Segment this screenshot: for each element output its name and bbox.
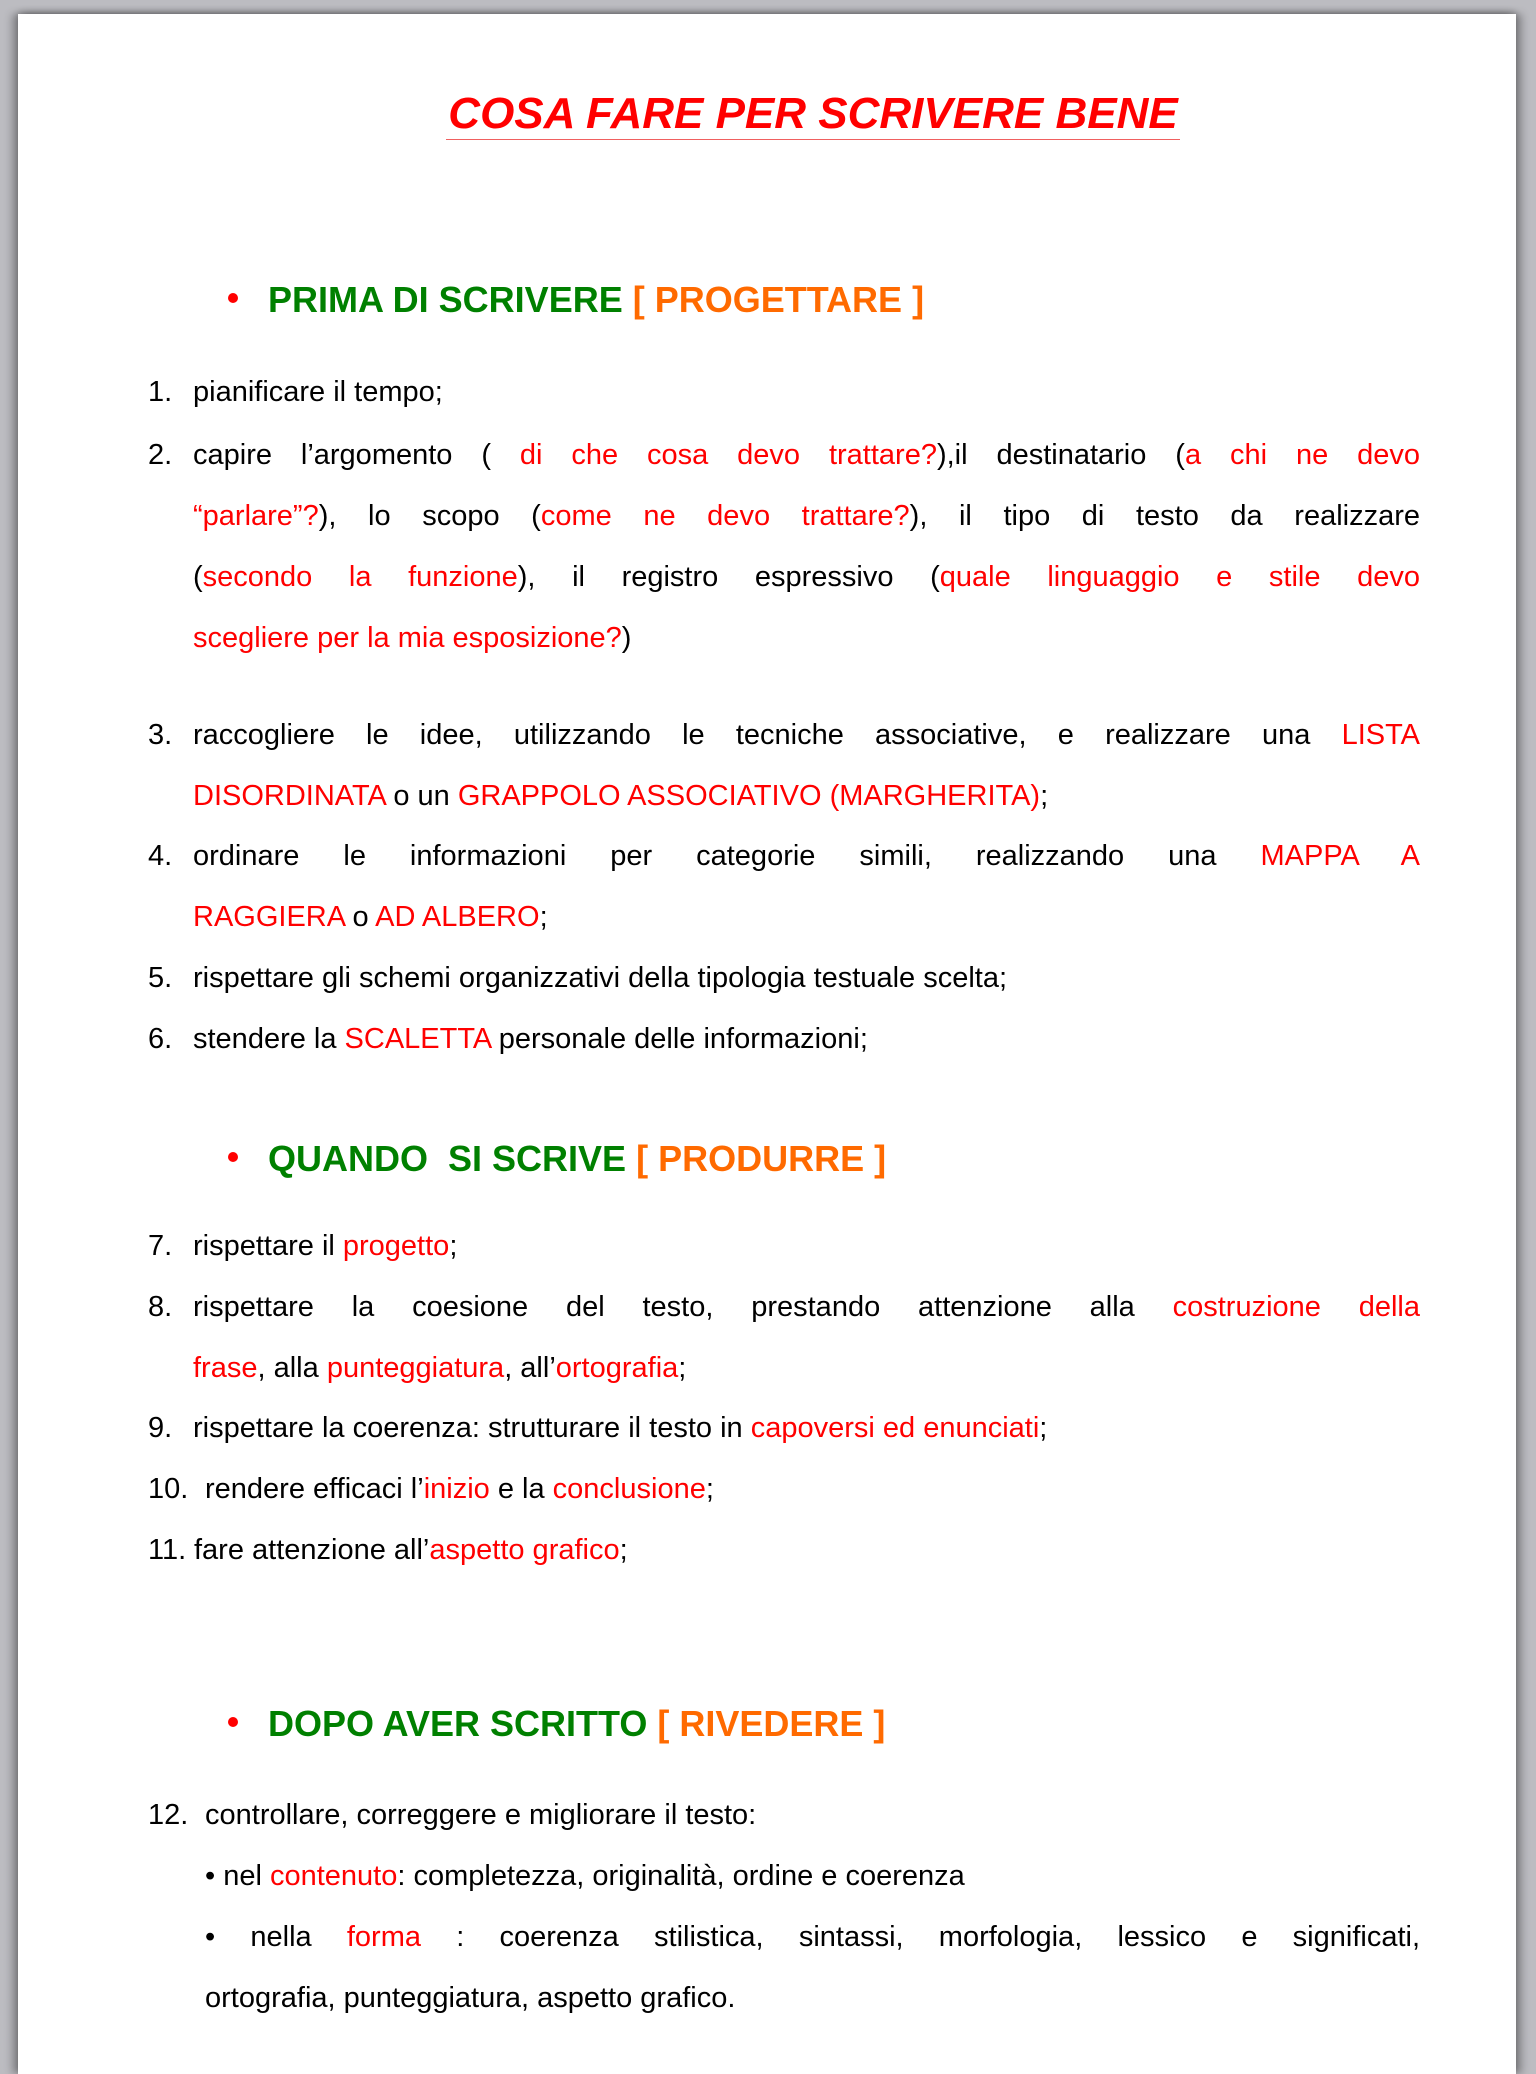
list-item-number: 3. — [148, 719, 173, 751]
highlight-text: GRAPPOLO ASSOCIATIVO (MARGHERITA) — [457, 780, 1041, 812]
highlight-text: aspetto grafico — [429, 1534, 620, 1566]
section-heading — [208, 1703, 886, 1744]
body-text: ; — [619, 1534, 628, 1566]
body-text: o un — [385, 780, 458, 812]
list-item-text — [205, 1475, 714, 1504]
list-item-text — [193, 1354, 686, 1383]
list-item-number: 2. — [148, 439, 173, 471]
highlight-text: ortografia — [555, 1352, 679, 1384]
body-text: ; — [678, 1352, 687, 1384]
highlight-text: LISTA — [1341, 719, 1420, 751]
list-item-text — [193, 964, 1007, 993]
list-item-number: 12. — [148, 1799, 189, 1831]
list-item-number: 8. — [148, 1291, 173, 1323]
list-item-text — [193, 842, 1420, 871]
highlight-text: progetto — [342, 1230, 450, 1262]
bullet-icon — [228, 1717, 238, 1727]
highlight-text: conclusione — [552, 1473, 706, 1505]
list-item-text — [193, 903, 548, 932]
body-text: rispettare la coesione del testo, prestando attenzione alla — [193, 1291, 1173, 1323]
document-title — [18, 89, 1516, 140]
section-heading-title: DOPO AVER SCRITTO — [268, 1703, 648, 1744]
body-text: ; — [539, 901, 548, 933]
list-item-text — [193, 624, 631, 653]
section-heading — [208, 1138, 887, 1179]
highlight-text: RAGGIERA — [193, 901, 345, 933]
body-text: ; — [1040, 780, 1049, 812]
body-text: ; — [705, 1473, 714, 1505]
section-heading-tag: [ PRODURRE ] — [636, 1138, 887, 1179]
body-text: ),il destinatario ( — [936, 439, 1185, 471]
list-item-number: 7. — [148, 1230, 173, 1262]
body-text: e la — [489, 1473, 553, 1505]
body-text: : completezza, originalità, ordine e coerenza — [397, 1860, 965, 1892]
list-item-text — [193, 721, 1420, 750]
body-text: rispettare la coerenza: strutturare il testo in — [193, 1412, 751, 1444]
body-text: stendere la — [193, 1023, 345, 1055]
highlight-text: scegliere per la mia esposizione? — [193, 622, 622, 654]
list-item-text — [205, 1923, 1420, 1952]
section-heading-title: PRIMA DI SCRIVERE — [268, 279, 623, 320]
highlight-text: quale linguaggio e stile devo — [939, 561, 1420, 593]
highlight-text: di che cosa devo trattare? — [519, 439, 937, 471]
highlight-text: “parlare”? — [193, 500, 319, 532]
body-text: • nella — [205, 1921, 347, 1953]
list-item-text — [205, 1862, 965, 1891]
highlight-text: punteggiatura — [326, 1352, 505, 1384]
section-heading-tag: [ PROGETTARE ] — [632, 279, 925, 320]
highlight-text: inizio — [423, 1473, 490, 1505]
highlight-text: forma — [346, 1921, 422, 1953]
list-item-text — [193, 502, 1420, 531]
list-item-text — [205, 1984, 735, 2013]
title-text: COSA FARE PER SCRIVERE BENE — [448, 89, 1178, 138]
body-text: o — [344, 901, 376, 933]
body-text: ), il registro espressivo ( — [517, 561, 940, 593]
body-text: ), il tipo di testo da realizzare — [909, 500, 1420, 532]
list-item-text — [205, 1801, 756, 1830]
highlight-text: contenuto — [269, 1860, 398, 1892]
section-heading-tag: [ RIVEDERE ] — [657, 1703, 886, 1744]
body-text: ) — [621, 622, 632, 654]
body-text: ( — [193, 561, 203, 593]
body-text: ; — [449, 1230, 458, 1262]
highlight-text: DISORDINATA — [193, 780, 386, 812]
list-item-text — [193, 782, 1048, 811]
list-item-number: 1. — [148, 376, 173, 408]
body-text: capire l’argomento ( — [193, 439, 520, 471]
body-text: ; — [1039, 1412, 1048, 1444]
body-text: ), lo scopo ( — [318, 500, 541, 532]
body-text: rispettare il — [193, 1230, 343, 1262]
bullet-icon — [228, 293, 238, 303]
body-text: personale delle informazioni; — [490, 1023, 868, 1055]
body-text: ordinare le informazioni per categorie simili, realizzando una — [193, 840, 1261, 872]
section-heading — [208, 279, 925, 320]
highlight-text: come ne devo trattare? — [540, 500, 910, 532]
body-text: : coerenza stilistica, sintassi, morfologia, lessico e significati, — [421, 1921, 1421, 1953]
body-text: pianificare il tempo; — [193, 376, 443, 408]
list-item-text — [193, 1025, 868, 1054]
highlight-text: SCALETTA — [344, 1023, 491, 1055]
body-text: rendere efficaci l’ — [205, 1473, 424, 1505]
list-item-number: 10. — [148, 1473, 189, 1505]
list-item-text — [193, 441, 1420, 470]
body-text: controllare, correggere e migliorare il testo: — [205, 1799, 757, 1831]
list-item-number: 4. — [148, 840, 173, 872]
highlight-text: AD ALBERO — [375, 901, 540, 933]
list-item-number: 5. — [148, 962, 173, 994]
bullet-icon — [228, 1152, 238, 1162]
list-item-text — [193, 378, 443, 407]
body-text: ortografia, punteggiatura, aspetto grafico. — [205, 1982, 736, 2014]
highlight-text: capoversi ed enunciati — [750, 1412, 1040, 1444]
body-text: rispettare gli schemi organizzativi della tipologia testuale scelta; — [193, 962, 1008, 994]
section-heading-title: QUANDO SI SCRIVE — [268, 1138, 627, 1179]
body-text: , all’ — [504, 1352, 556, 1384]
list-item-text — [193, 563, 1420, 592]
highlight-text: MAPPA A — [1260, 840, 1421, 872]
body-text: , alla — [257, 1352, 327, 1384]
highlight-text: secondo la funzione — [202, 561, 518, 593]
body-text: fare attenzione all’ — [194, 1534, 430, 1566]
document-page — [18, 14, 1516, 2074]
list-item-text — [193, 1414, 1047, 1443]
list-item-number: 9. — [148, 1412, 173, 1444]
list-item-text — [193, 1293, 1420, 1322]
list-item-number: 6. — [148, 1023, 173, 1055]
list-item-text — [193, 1232, 457, 1261]
highlight-text: a chi ne devo — [1184, 439, 1420, 471]
body-text: • nel — [205, 1860, 270, 1892]
list-item-text — [194, 1536, 628, 1565]
list-item-number: 11. — [148, 1534, 187, 1566]
highlight-text: frase — [193, 1352, 258, 1384]
highlight-text: costruzione della — [1172, 1291, 1420, 1323]
body-text: raccogliere le idee, utilizzando le tecniche associative, e realizzare una — [193, 719, 1342, 751]
